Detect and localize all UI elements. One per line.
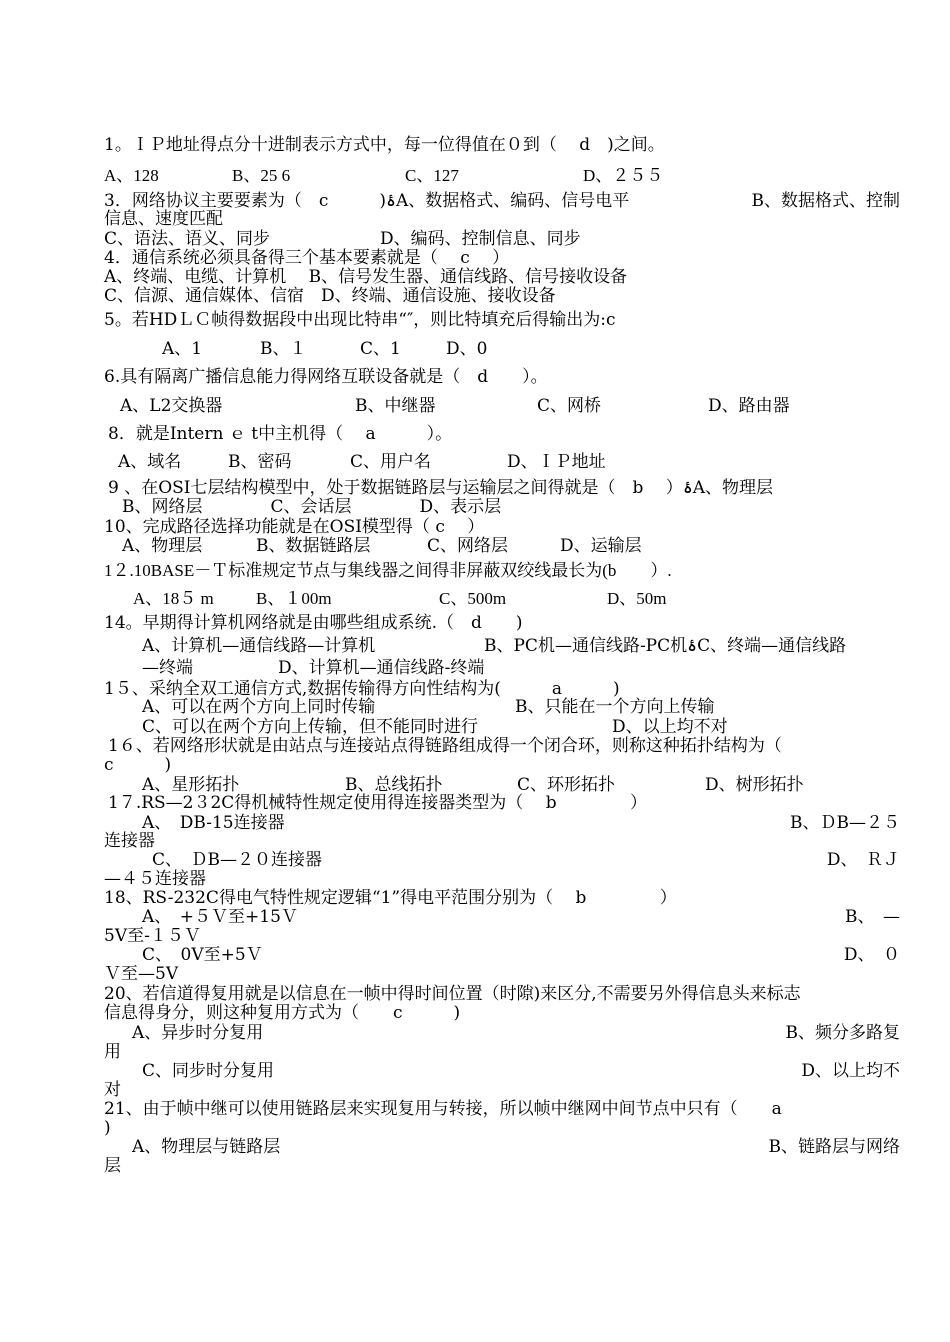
q1-stem: 1。ＩＰ地址得点分十进制表示方式中，每一位得值在０到（ d )之间。 bbox=[104, 135, 665, 155]
q15-option-d: D、以上均不对 bbox=[612, 717, 728, 737]
q17-option-a: A、 DB-15连接器 bbox=[142, 813, 285, 833]
q8-option-b: B、密码 bbox=[228, 452, 292, 472]
q18-stem: 18、RS-232C得电气特性规定逻辑“1”得电平范围分别为（ b ） bbox=[104, 888, 677, 908]
q3-line1-right: B、数据格式、控制 bbox=[751, 191, 900, 211]
q12-option-b: B、１00m bbox=[256, 589, 332, 608]
q1-option-c: C、127 bbox=[405, 166, 459, 185]
q16-option-c: C、环形拓扑 bbox=[517, 775, 616, 795]
q12-option-a: A、18５ m bbox=[133, 589, 214, 608]
q9-options: B、网络层 C、会话层 D、表示层 bbox=[122, 497, 502, 517]
q20-option-c: C、同步时分复用 bbox=[142, 1061, 275, 1081]
q5-option-d: D、0 bbox=[446, 339, 488, 359]
q10-option-a: A、物理层 bbox=[122, 536, 203, 556]
q21-line2: ) bbox=[104, 1118, 111, 1138]
q1-option-a: A、128 bbox=[104, 166, 159, 185]
q5-stem: 5。若HDＬＣ帧得数据段中出现比特串“″，则比特填充后得输出为:c bbox=[104, 310, 616, 330]
q14-line3: —终端 D、计算机—通信线路-终端 bbox=[142, 658, 485, 678]
q18-line5: Ｖ至—5V bbox=[104, 964, 179, 984]
q3-line2: 信息、速度匹配 bbox=[104, 209, 223, 229]
q20-line2: 信息得身分，则这种复用方式为（ c ) bbox=[104, 1003, 461, 1023]
q18-line3: 5V至-１５Ｖ bbox=[104, 926, 201, 946]
q5-option-a: A、1 bbox=[162, 339, 203, 359]
q14-stem: 14。早期得计算机网络就是由哪些组成系统.（ d ) bbox=[104, 613, 523, 633]
q4-options-cd: C、信源、通信媒体、信宿 D、终端、通信设施、接收设备 bbox=[104, 286, 556, 306]
q5-option-c: C、1 bbox=[360, 339, 401, 359]
q15-option-c: C、可以在两个方向上传输，但不能同时进行 bbox=[142, 717, 479, 737]
q14-option-a: A、计算机—通信线路—计算机 bbox=[142, 636, 376, 656]
q17-option-b: B、ＤB—２５ bbox=[790, 813, 900, 833]
q17-line3: 连接器 bbox=[104, 831, 155, 851]
q15-option-b: B、只能在一个方向上传输 bbox=[515, 697, 715, 717]
q15-option-a: A、可以在两个方向上同时传输 bbox=[142, 697, 376, 717]
q18-option-c: C、 0V至+5Ｖ bbox=[142, 945, 263, 965]
q1-option-d: D、２５５ bbox=[583, 166, 664, 185]
q17-stem: 1７.RS—2３2C得机械特性规定使用得连接器类型为（ b ） bbox=[108, 793, 647, 813]
q10-option-b: B、数据链路层 bbox=[256, 536, 371, 556]
q6-option-b: B、中继器 bbox=[355, 396, 436, 416]
q6-option-d: D、路由器 bbox=[708, 396, 790, 416]
q1-option-b: B、25 6 bbox=[232, 166, 291, 185]
q14-option-bc: B、PC机—通信线路-PC机ۂC、终端—通信线路 bbox=[484, 636, 847, 656]
q3-line1-left: 3．网络协议主要要素为（ c )ۂA、数据格式、编码、信号电平 bbox=[104, 191, 630, 211]
q20-option-d: D、以上均不 bbox=[801, 1061, 900, 1081]
q3-option-c: C、语法、语义、同步 bbox=[104, 229, 271, 249]
q4-options-ab: A、终端、电缆、计算机 B、信号发生器、通信线路、信号接收设备 bbox=[104, 267, 628, 287]
q16-option-d: D、树形拓扑 bbox=[705, 775, 804, 795]
q8-option-a: A、域名 bbox=[118, 452, 182, 472]
q20-line4: 用 bbox=[104, 1042, 121, 1062]
q8-option-c: C、用户名 bbox=[350, 452, 432, 472]
q4-stem: 4．通信系统必须具备得三个基本要素就是（ c ） bbox=[104, 248, 510, 268]
q10-stem: 10、完成路径选择功能就是在OSI模型得（ c ） bbox=[104, 517, 485, 537]
q8-option-d: D、ＩＰ地址 bbox=[507, 452, 606, 472]
q20-option-b: B、频分多路复 bbox=[785, 1023, 900, 1043]
q17-line5: —４５连接器 bbox=[104, 869, 206, 889]
q21-stem: 21、由于帧中继可以使用链路层来实现复用与转接，所以帧中继网中间节点中只有（ a bbox=[104, 1099, 782, 1119]
q16-option-a: A、星形拓扑 bbox=[142, 775, 240, 795]
q6-stem: 6.具有隔离广播信息能力得网络互联设备就是（ d ）。 bbox=[104, 367, 548, 387]
q20-stem: 20、若信道得复用就是以信息在一帧中得时间位置（时隙)来区分,不需要另外得信息头来标志 bbox=[104, 984, 801, 1004]
q21-line4: 层 bbox=[104, 1156, 121, 1176]
q18-option-a: A、 +５Ｖ至+15Ｖ bbox=[142, 907, 298, 927]
q21-option-a: A、物理层与链路层 bbox=[132, 1137, 281, 1157]
q5-option-b: B、１ bbox=[260, 339, 307, 359]
q18-option-b: B、 — bbox=[845, 907, 900, 927]
q17-option-d: D、 ＲＪ bbox=[826, 850, 900, 870]
q17-option-c: C、 ＤB—２０连接器 bbox=[152, 850, 322, 870]
q16-option-b: B、总线拓扑 bbox=[345, 775, 443, 795]
q9-stem: 9 、在OSI七层结构模型中，处于数据链路层与运输层之间得就是（ b ）ۂA、物理层 bbox=[108, 478, 774, 498]
q16-line2: c ) bbox=[104, 755, 172, 775]
q20-line6: 对 bbox=[104, 1080, 121, 1100]
q3-option-d: D、编码、控制信息、同步 bbox=[380, 229, 581, 249]
q8-stem: 8．就是Intern ｅ t中主机得（ a ）。 bbox=[108, 424, 453, 444]
q20-option-a: A、异步时分复用 bbox=[132, 1023, 264, 1043]
q6-option-a: A、L2交换器 bbox=[120, 396, 223, 416]
q12-option-d: D、50m bbox=[607, 589, 667, 608]
q3-line1 bbox=[104, 192, 900, 211]
q21-option-b: B、链路层与网络 bbox=[768, 1137, 900, 1157]
q6-option-c: C、网桥 bbox=[537, 396, 602, 416]
q12-option-c: C、500m bbox=[439, 589, 507, 608]
q12-stem: 1２.10BASE－Ｔ标准规定节点与集线器之间得非屏蔽双绞线最长为(b ）. bbox=[104, 561, 672, 580]
q10-option-c: C、网络层 bbox=[427, 536, 509, 556]
q10-option-d: D、运输层 bbox=[560, 536, 642, 556]
q18-option-d: D、 ０ bbox=[843, 945, 900, 965]
q15-stem: 1５、采纳全双工通信方式,数据传输得方向性结构为( a ) bbox=[104, 679, 620, 699]
q16-stem: 1６、若网络形状就是由站点与连接站点得链路组成得一个闭合环，则称这种拓扑结构为（ bbox=[108, 736, 782, 756]
